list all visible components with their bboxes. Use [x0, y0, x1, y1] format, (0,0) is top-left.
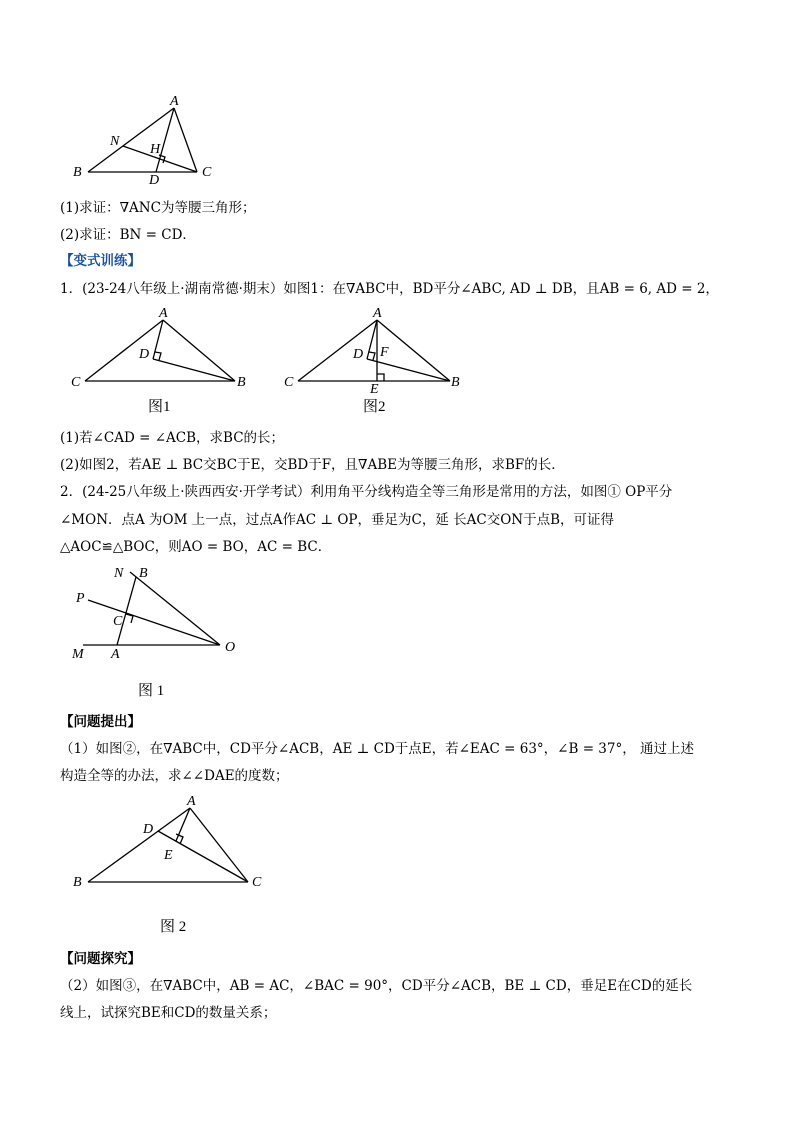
proof-part-1: (1)求证：∇ANC为等腰三角形；: [60, 200, 256, 216]
section-problem-raised: 【问题提出】: [60, 714, 141, 730]
fig2-label-c: C: [284, 375, 294, 390]
ask-line-1: （1）如图②，在∇ABC中，CD平分∠ACB，AE ⊥ CD于点E，若∠EAC = 63°，∠B = 37°， 通过上述: [60, 741, 695, 757]
question-2-stem-line-2: ∠MON．点A 为OM 上一点，过点A作AC ⊥ OP，垂足为C，延 长AC交ON于点B，可证得: [60, 512, 614, 528]
fig4-label-d: D: [143, 822, 154, 837]
proof-part-2: (2)求证：BN = CD．: [60, 227, 196, 243]
fig2-label-d: D: [353, 347, 364, 362]
label-b: B: [73, 165, 82, 180]
fig2-label-b: B: [451, 375, 460, 390]
label-a: A: [170, 94, 179, 109]
fig2-caption: 图2: [363, 399, 386, 415]
fig1-label-d: D: [139, 347, 150, 362]
fig3-label-b: B: [139, 566, 148, 581]
fig4-label-b: B: [73, 875, 82, 890]
fig4-label-a: A: [187, 794, 196, 809]
fig1-caption: 图1: [148, 399, 171, 415]
label-h: H: [150, 142, 161, 157]
fig3-label-n: N: [114, 566, 124, 581]
explore-line-1: （2）如图③，在∇ABC中，AB = AC，∠BAC = 90°，CD平分∠ACB，BE ⊥ CD，垂足E在CD的延长: [60, 978, 693, 994]
fig2-label-e: E: [370, 382, 379, 397]
fig1-label-a: A: [159, 306, 168, 321]
fig4-label-c: C: [252, 875, 262, 890]
fig3-label-a: A: [111, 647, 120, 662]
fig3-label-m: M: [72, 647, 84, 662]
explore-line-2: 线上，试探究BE和CD的数量关系；: [60, 1005, 277, 1021]
label-n: N: [110, 134, 120, 149]
question-1-stem: 1．(23-24八年级上·湖南常德·期末）如图1：在∇ABC中，BD平分∠ABC, AD ⊥ DB，且AB = 6, AD = 2，: [60, 281, 719, 297]
question-1-part-2: (2)如图2，若AE ⊥ BC交BC于E，交BD于F，且∇ABE为等腰三角形，求BF的长．: [60, 457, 565, 473]
fig4-label-e: E: [164, 848, 173, 863]
question-2-stem-line-1: 2．(24-25八年级上·陕西西安·开学考试）利用角平分线构造全等三角形是常用的方法，如图① OP平分: [60, 484, 673, 500]
fig1-label-b: B: [237, 375, 246, 390]
fig3-label-c: C: [113, 614, 123, 629]
question-2-stem-line-3: △AOC≌△BOC，则AO = BO，AC = BC．: [60, 539, 332, 555]
section-variant-training: 【变式训练】: [60, 253, 141, 269]
fig3-label-p: P: [76, 591, 85, 606]
label-c: C: [202, 165, 212, 180]
fig2-label-a: A: [373, 306, 382, 321]
fig3-caption: 图 1: [138, 683, 165, 699]
question-1-part-1: (1)若∠CAD = ∠ACB，求BC的长；: [60, 430, 285, 446]
label-d: D: [149, 173, 160, 188]
section-problem-explore: 【问题探究】: [60, 951, 141, 967]
fig4-caption: 图 2: [160, 919, 187, 935]
fig1-label-c: C: [71, 375, 81, 390]
fig2-label-f: F: [380, 345, 389, 360]
fig3-label-o: O: [225, 640, 236, 655]
ask-line-2: 构造全等的办法，求∠∠DAE的度数；: [60, 768, 289, 784]
